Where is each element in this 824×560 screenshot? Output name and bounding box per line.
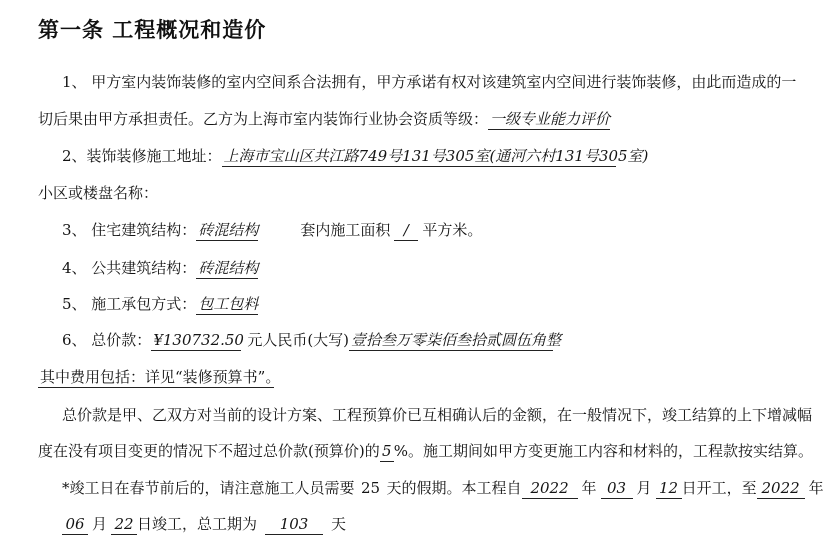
address-label: 2、装饰装修施工地址：	[62, 147, 222, 165]
holiday-text-b: 天的假期。本工程自	[386, 479, 522, 497]
end-year-field[interactable]: 2022	[757, 479, 805, 499]
rmb-label: 元人民币(大写)	[247, 331, 350, 349]
area-field[interactable]: /	[394, 221, 418, 241]
end-year-char: 年	[808, 479, 824, 497]
para-line2	[38, 441, 813, 462]
para-line1: 总价款是甲、乙双方对当前的设计方案、工程预算价已互相确认后的金额，在一般情况下，竣工结算的上下增减幅	[62, 406, 813, 424]
community-label: 小区或楼盘名称：	[38, 184, 159, 202]
item1-line2-text: 切后果由甲方承担责任。乙方为上海市室内装饰行业协会资质等级：	[38, 110, 489, 128]
start-year-field[interactable]: 2022	[522, 479, 578, 499]
para-line2-text-a: 度在没有项目变更的情况下不超过总价款(预算价)的	[38, 442, 380, 460]
schedule-line1	[62, 478, 824, 499]
holiday-days: 25	[360, 479, 381, 497]
holiday-text-a: *竣工日在春节前后的，请注意施工人员需要	[62, 479, 355, 497]
fees-note-line	[38, 367, 281, 388]
total-price-words-field[interactable]: 壹拾叁万零柒佰叁拾贰圆伍角整	[351, 331, 562, 349]
item6-line	[62, 330, 562, 351]
end-day-field[interactable]: 22	[111, 515, 137, 535]
percent-field[interactable]: 5	[380, 442, 394, 462]
item1-line1: 1、 甲方室内装饰装修的室内空间系合法拥有，甲方承诺有权对该建筑室内空间进行装饰装修，由此而造成的一	[62, 73, 797, 91]
public-structure-label: 4、 公共建筑结构：	[62, 259, 197, 277]
contract-method-label: 5、 施工承包方式：	[62, 295, 197, 313]
item1-line2	[38, 109, 610, 130]
item5-line	[62, 294, 258, 315]
days-char: 天	[331, 515, 347, 533]
item3-line	[62, 220, 482, 241]
qualification-field[interactable]: 一级专业能力评价	[490, 110, 611, 128]
schedule-line2	[62, 514, 346, 535]
item2-line	[62, 146, 649, 167]
start-month-char: 月	[636, 479, 652, 497]
start-year-char: 年	[581, 479, 597, 497]
address-field[interactable]: 上海市宝山区共江路749号131号305室(通河六村131号305室)	[223, 147, 649, 165]
fees-note-field[interactable]: 其中费用包括：详见“装修预算书”。	[40, 368, 281, 386]
section-title: 第一条 工程概况和造价	[38, 18, 267, 42]
total-price-field[interactable]: ¥130732.50	[153, 331, 244, 349]
residential-structure-field[interactable]: 砖混结构	[198, 221, 259, 239]
start-day-field[interactable]: 12	[656, 479, 682, 499]
residential-structure-label: 3、 住宅建筑结构：	[62, 221, 197, 239]
para-line2-text-b: %。施工期间如甲方变更施工内容和材料的，工程款按实结算。	[393, 442, 813, 460]
item4-line	[62, 258, 258, 279]
end-label: 日竣工，总工期为	[137, 515, 258, 533]
start-label: 日开工，至	[681, 479, 757, 497]
end-month-char: 月	[92, 515, 108, 533]
area-unit: 平方米。	[422, 221, 483, 239]
end-month-field[interactable]: 06	[62, 515, 88, 535]
area-label: 套内施工面积	[300, 221, 391, 239]
start-month-field[interactable]: 03	[601, 479, 633, 499]
contract-method-field[interactable]: 包工包料	[198, 295, 259, 313]
public-structure-field[interactable]: 砖混结构	[198, 259, 259, 277]
total-price-label: 6、 总价款：	[62, 331, 152, 349]
total-days-field[interactable]: 103	[265, 515, 323, 535]
